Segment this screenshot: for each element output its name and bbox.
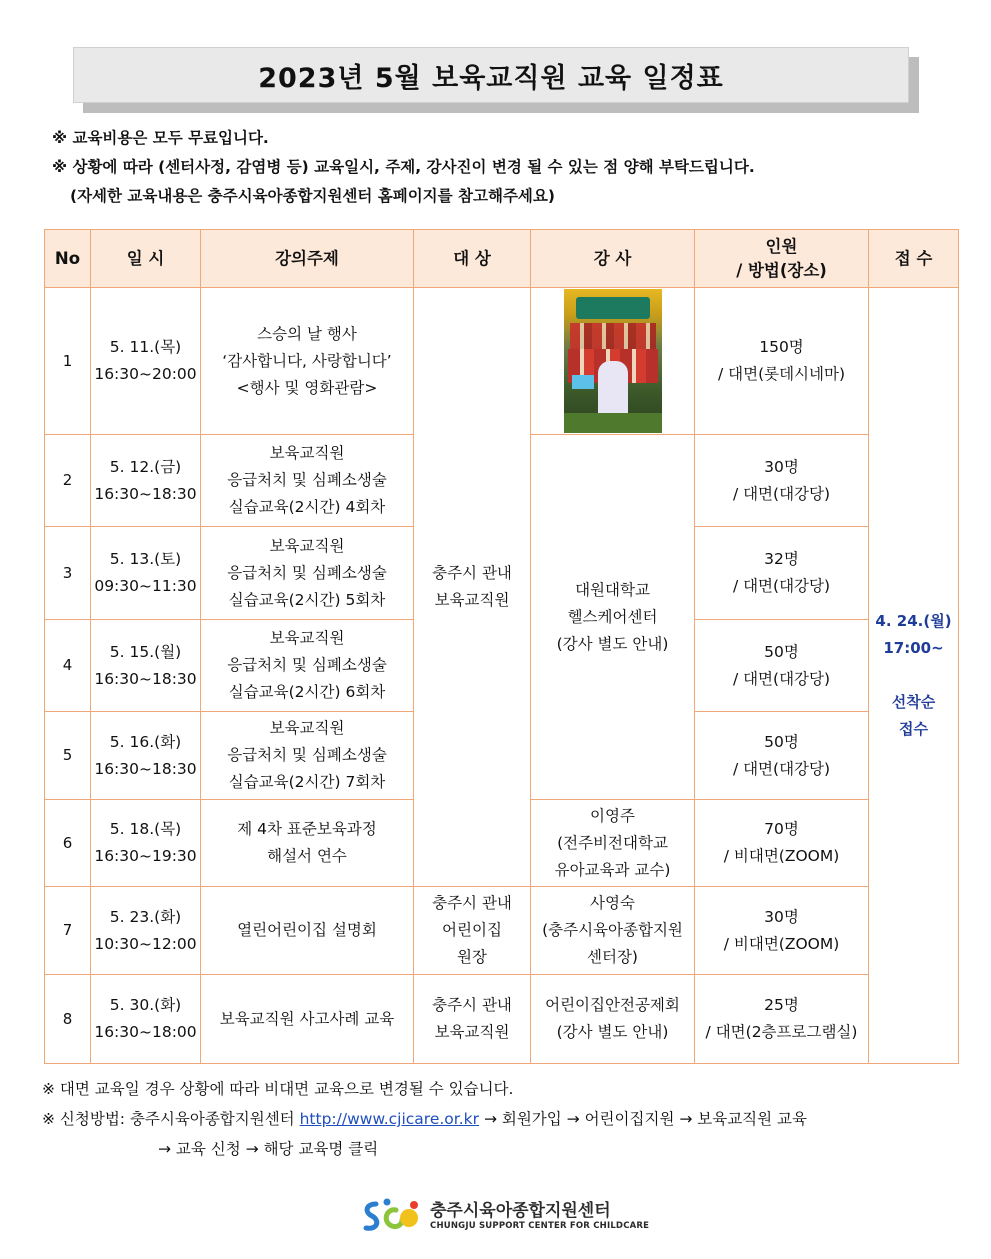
row-capacity-method: / 비대면(ZOOM) [723,934,840,953]
page-title: 2023년 5월 보육교직원 교육 일정표 [73,47,909,103]
notice-free: ※ 교육비용은 모두 무료입니다. [52,129,269,147]
row-instructor-line: 센터장) [587,948,638,966]
footnote-apply-prefix: ※ 신청방법: 충주시육아종합지원센터 [42,1110,295,1128]
row-no: 5 [45,712,91,800]
row-no: 1 [45,288,91,435]
row-date-day: 5. 11.(목) [109,338,182,356]
instructor-line: 대원대학교 [575,580,650,599]
movie-poster-image [564,289,662,433]
center-logo-icon [362,1196,424,1236]
center-name-ko: 충주시육아종합지원센터 [430,1200,611,1221]
row-date-day: 5. 23.(화) [109,907,182,926]
row-topic-line: 보육교직원 [269,536,345,555]
row-date-time: 10:30~12:00 [94,934,197,953]
row-no: 7 [45,887,91,975]
row-target-line: 원장 [457,948,487,966]
row-topic-line: 보육교직원 [269,444,345,462]
row-topic-line: 제 4차 표준보육과정 [237,820,377,838]
poster-title-block [576,297,650,319]
row-date-time: 09:30~11:30 [94,577,197,595]
row-capacity-count: 50명 [764,732,799,751]
target-line: 충주시 관내 [432,564,512,582]
row-date [91,800,201,887]
row-capacity [695,527,869,620]
row-topic-line: 응급처치 및 심폐소생술 [227,563,387,582]
row-date-day: 5. 18.(목) [109,820,182,838]
table-row [45,288,959,435]
row-instructor-line: 이영주 [590,806,635,825]
row-date-time: 16:30~18:00 [94,1023,197,1041]
row-topic [201,435,414,527]
row-date [91,712,201,800]
row-capacity [695,887,869,975]
row-topic-line: 실습교육(2시간) 7회차 [228,773,386,791]
footnote-contactless: ※ 대면 교육일 경우 상황에 따라 비대면 교육으로 변경될 수 있습니다. [42,1080,514,1098]
row-target-line: 어린이집 [442,921,502,939]
row-target-line: 충주시 관내 [432,894,512,912]
row-target [414,975,531,1064]
row-capacity-count: 25명 [764,996,799,1014]
footnote-apply-cont: → 교육 신청 → 해당 교육명 클릭 [158,1140,379,1158]
footnotes [42,1074,972,1164]
accept-label: 접수 [899,720,928,738]
row-capacity-count: 70명 [764,820,799,838]
row-date-time: 16:30~18:30 [94,669,197,688]
row-topic-line: <행사 및 영화관람> [236,378,378,397]
row-date-day: 5. 15.(월) [109,642,182,661]
row-capacity [695,435,869,527]
accept-order: 선착순 [891,693,936,711]
title-banner [73,47,919,113]
poster-players-back [570,323,656,349]
accept-date: 4. 24.(월) [875,612,952,630]
table-row [45,887,959,975]
row-capacity [695,620,869,712]
row-instructor-line: (강사 별도 안내) [556,1023,669,1041]
row-date [91,887,201,975]
row-topic-line: 실습교육(2시간) 4회차 [228,498,386,516]
center-logo-text [430,1201,649,1232]
row-topic [201,975,414,1064]
accept-time: 17:00~ [883,639,944,657]
instructor-line: 헬스케어센터 [567,607,658,626]
footnote-apply-suffix: → 회원가입 → 어린이집지원 → 보육교직원 교육 [483,1110,808,1128]
schedule-table [44,229,959,1064]
row-capacity-method: / 대면(대강당) [732,484,831,503]
row-topic-line: 응급처치 및 심폐소생술 [227,471,387,489]
header-row [45,230,959,288]
table-row [45,975,959,1064]
row-topic-line: 실습교육(2시간) 5회차 [228,590,386,609]
notice-list [52,124,952,211]
row-instructor-line: (충주시육아종합지원 [542,921,683,939]
header-topic: 강의주제 [201,230,414,288]
row-date [91,288,201,435]
row-capacity [695,975,869,1064]
row-topic [201,887,414,975]
row-capacity-method: / 대면(대강당) [732,669,831,688]
center-logo [362,1196,649,1236]
row-capacity-count: 32명 [764,550,799,568]
row-topic [201,620,414,712]
footnote-apply [42,1104,972,1134]
row-topic-line: 보육교직원 [269,629,345,647]
row-capacity-count: 150명 [759,338,804,356]
target-merged-cell [414,288,531,887]
row-date-day: 5. 16.(화) [109,732,182,751]
instructor-merged-cell [531,435,695,800]
row-topic-line: 스승의 날 행사 [257,324,357,343]
row-instructor [531,800,695,887]
row-topic [201,800,414,887]
row-capacity-method: / 대면(대강당) [732,577,831,595]
accept-gap [871,662,956,689]
header-instructor: 강 사 [531,230,695,288]
row-date [91,435,201,527]
header-capacity-line2: / 방법(장소) [736,260,827,280]
row-capacity-method: / 대면(롯데시네마) [717,365,846,383]
row-topic [201,288,414,435]
instructor-line: (강사 별도 안내) [556,634,669,653]
row-date-time: 16:30~18:30 [94,759,197,778]
row-no: 3 [45,527,91,620]
row-date-time: 16:30~20:00 [94,365,197,383]
row-capacity-method: / 비대면(ZOOM) [723,847,840,865]
row-target [414,887,531,975]
row-topic [201,527,414,620]
row-capacity [695,712,869,800]
row-capacity [695,288,869,435]
row-target-line: 보육교직원 [434,1023,510,1041]
row-no: 6 [45,800,91,887]
row-topic-line: 해설서 연수 [267,847,347,865]
movie-poster-cell [531,288,695,435]
homepage-link[interactable]: http://www.cjicare.or.kr [299,1110,479,1128]
row-instructor-line: 어린이집안전공제회 [545,996,680,1014]
row-topic-line: 보육교직원 [269,719,345,737]
row-date-day: 5. 13.(토) [109,550,182,568]
row-capacity-count: 30명 [764,457,799,476]
row-date [91,527,201,620]
row-date-day: 5. 12.(금) [109,457,182,476]
header-capacity [695,230,869,288]
row-no: 8 [45,975,91,1064]
row-topic-line: 실습교육(2시간) 6회차 [228,683,386,701]
poster-caption-block [572,375,594,389]
row-date-day: 5. 30.(화) [109,996,182,1014]
row-capacity-count: 30명 [764,907,799,926]
row-topic [201,712,414,800]
row-topic-line: 응급처치 및 심폐소생술 [227,656,387,674]
row-no: 2 [45,435,91,527]
header-date: 일 시 [91,230,201,288]
target-line: 보육교직원 [434,591,510,609]
header-capacity-line1: 인원 [765,236,798,256]
row-instructor-line: 유아교육과 교수) [554,860,671,879]
row-capacity [695,800,869,887]
row-instructor [531,887,695,975]
row-capacity-method: / 대면(2층프로그램실) [705,1023,858,1041]
row-topic-line: 열린어린이집 설명회 [237,921,377,939]
row-instructor-line: (전주비전대학교 [557,833,668,852]
row-date-time: 16:30~18:30 [94,484,197,503]
row-capacity-count: 50명 [764,642,799,661]
row-topic-line: 보육교직원 사고사례 교육 [219,1009,395,1028]
notice-change: ※ 상황에 따라 (센터사정, 감염병 등) 교육일시, 주제, 강사진이 변경 될 수 있는 점 양해 부탁드립니다. [52,158,755,176]
row-no: 4 [45,620,91,712]
poster-field [564,413,662,433]
row-instructor-line: 사영숙 [590,894,635,912]
header-accept: 접 수 [869,230,959,288]
row-date [91,620,201,712]
header-target: 대 상 [414,230,531,288]
row-target-line: 충주시 관내 [432,996,512,1014]
header-no: No [45,230,91,288]
row-instructor [531,975,695,1064]
row-capacity-method: / 대면(대강당) [732,759,831,778]
row-topic-line: ‘감사합니다, 사랑합니다’ [222,351,392,370]
accept-merged-cell [869,288,959,1064]
center-name-en: CHUNGJU SUPPORT CENTER FOR CHILDCARE [430,1220,650,1231]
notice-homepage: (자세한 교육내용은 충주시육아종합지원센터 홈페이지를 참고해주세요) [70,187,555,205]
row-date [91,975,201,1064]
row-topic-line: 응급처치 및 심폐소생술 [227,746,387,764]
row-date-time: 16:30~19:30 [94,847,197,865]
